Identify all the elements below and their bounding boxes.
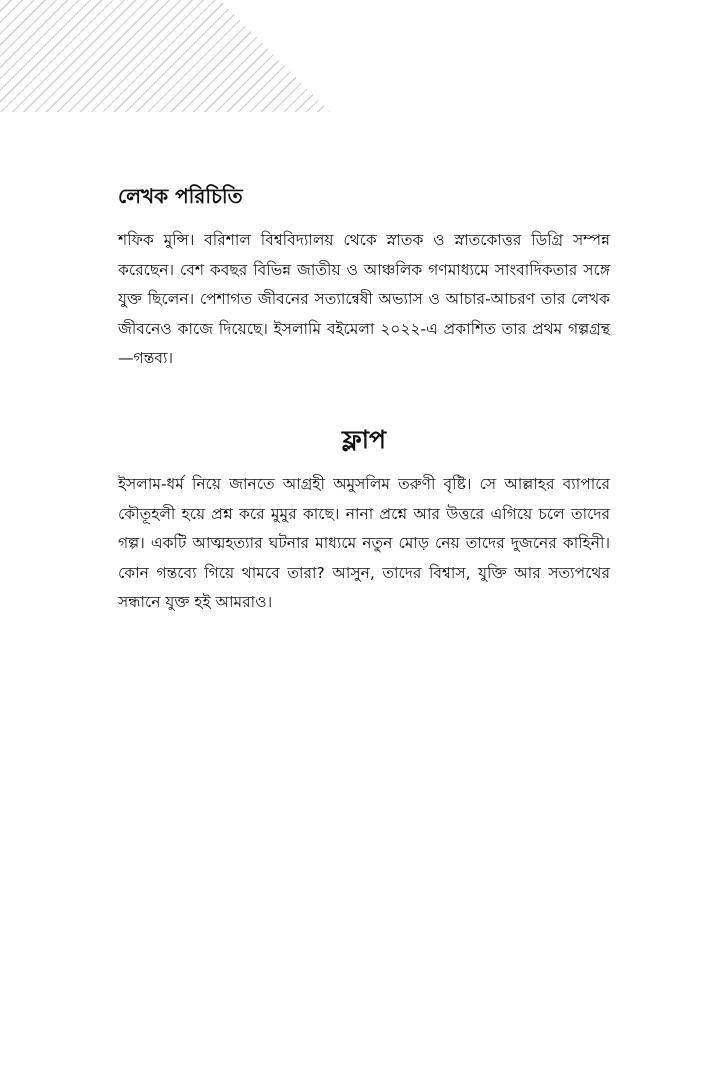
author-bio-paragraph: শফিক মুন্সি। বরিশাল বিশ্ববিদ্যালয় থেকে স্নাতক ও স্নাতকোত্তর ডিগ্রি সম্পন্ন করেছেন। বেশ কবছর বিভিন্ন জাতীয় ও আঞ্চলিক গণমাধ্যমে সাংবাদিকতার সঙ্গে যুক্ত ছিলেন। পেশাগত জীবনের সত্যান্বেষী অভ্যাস ও আচার-আচরণ তার লেখক জীবনেও কাজে দিয়েছে। ইসলামি বইমেলা ২০২২-এ প্রকাশিত তার প্রথম গল্পগ্রন্থ—গন্তব্য। xyxy=(118,231,610,367)
decorative-hatch-pattern xyxy=(0,0,330,112)
author-intro-heading: লেখক পরিচিতি xyxy=(118,184,243,208)
flap-heading: ফ্লাপ xyxy=(342,425,386,454)
flap-paragraph: ইসলাম-ধর্ম নিয়ে জানতে আগ্রহী অমুসলিম তরুণী বৃষ্টি। সে আল্লাহর ব্যাপারে কৌতূহলী হয়ে প্রশ্ন করে মুমুর কাছে। নানা প্রশ্নে আর উত্তরে এগিয়ে চলে তাদের গল্প। একটি আত্মহত্যার ঘটনার মাধ্যমে নতুন মোড় নেয় তাদের দুজনের কাহিনী। কোন গন্তব্যে গিয়ে থামবে তারা? আসুন, তাদের বিশ্বাস, যুক্তি আর সত্যপথের সন্ধানে যুক্ত হই আমরাও। xyxy=(118,475,610,611)
